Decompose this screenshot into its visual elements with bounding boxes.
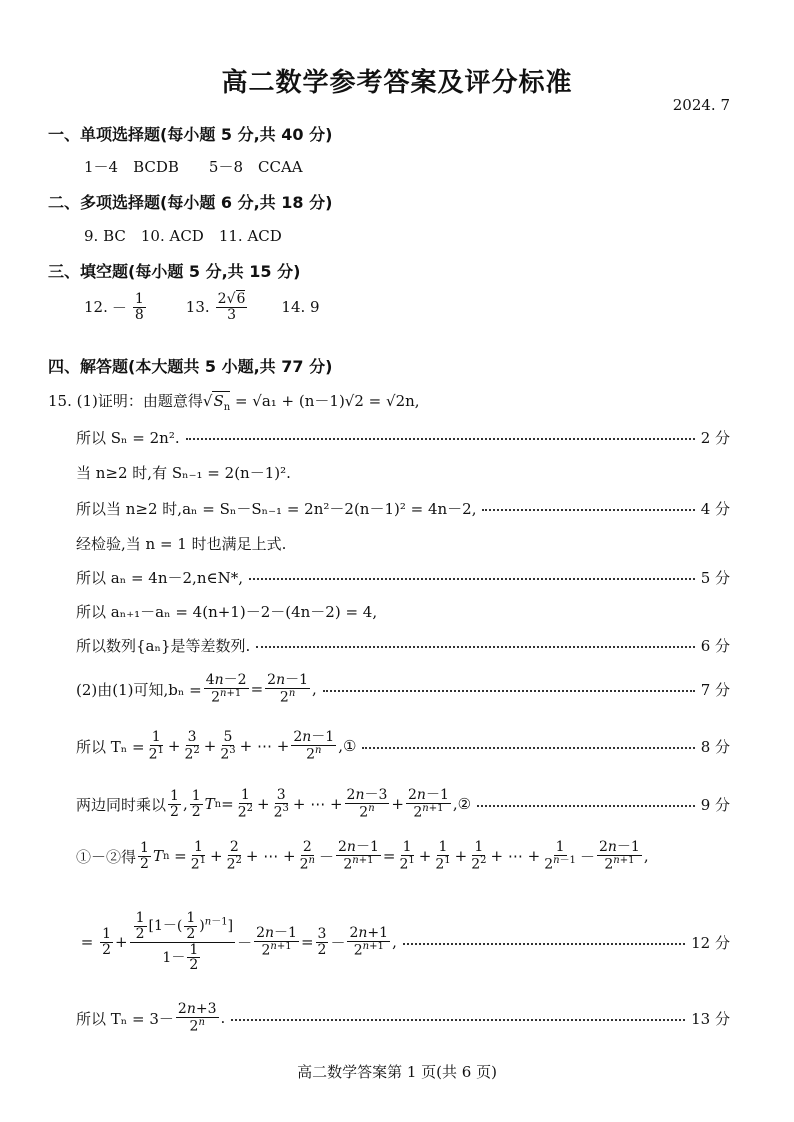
section-1-heading: 一、单项选择题(每小题 5 分,共 40 分) xyxy=(48,125,333,144)
q15-line-11: 两边同时乘以 $\frac{1}{2}$ , $\frac{1}{2}$ T n = $\frac{1}{2^2}$ + $\frac{3}{2^3}$ + ⋯ + $\frac{2n-3}{2^n}$ + $\frac{2n-1}{2^{n+1}}$ ,② 9 分 xyxy=(76,786,730,821)
q15-line-4: 所以当 n≥2 时,aₙ = Sₙ－Sₙ₋₁ = 2n²－2(n－1)² = 4n－2, 4 分 xyxy=(76,499,730,518)
section-3-answers xyxy=(84,292,320,322)
q12-denominator: 8 xyxy=(134,306,144,323)
q15-line-12: ①－②得 $\frac{1}{2}$ T n = $\frac{1}{2^1}$ + $\frac{2}{2^2}$ + ⋯ + $\frac{2}{2^n}$ － $\frac{2n-1}{2^{n+1}}$ = $\frac{1}{2^1}$ + $\frac{1}{2^1}$ + $\frac{1}{2^2}$ + ⋯ + $\frac{1}{2^{n-1}}$ － $\frac{2n-1}{2^{n+1}}$ , xyxy=(76,839,649,873)
q12-fraction xyxy=(133,292,146,322)
q15-line-9: (2)由(1)可知,bₙ = $\frac{4n-2}{2^{n+1}}$ = $\frac{2n-1}{2^n}$ , 7 分 xyxy=(76,671,730,706)
q15-line-7: 所以 aₙ₊₁－aₙ = 4(n+1)－2－(4n－2) = 4, xyxy=(76,603,378,621)
q14-answer: 14. 9 xyxy=(281,298,320,317)
q13-numerator: 2√6 xyxy=(217,291,246,307)
points-7: 7 分 xyxy=(700,680,730,699)
q15-line-3: 当 n≥2 时,有 Sₙ₋₁ = 2(n－1)². xyxy=(76,464,291,482)
q15-line-14: 所以 Tₙ = 3－ $\frac{2n+3}{2^n}$ . 13 分 xyxy=(76,1000,730,1035)
section-4-heading: 四、解答题(本大题共 5 小题,共 77 分) xyxy=(48,357,333,376)
points-5: 5 分 xyxy=(700,568,730,587)
q15-line-10: 所以 Tₙ = $\frac{1}{2^1}$ + $\frac{3}{2^2}$ + $\frac{5}{2^3}$ + ⋯ + $\frac{2n-1}{2^n}$ ,① 8 分 xyxy=(76,728,730,763)
points-2: 2 分 xyxy=(700,428,730,447)
q15-line-13: = $\frac{1}{2}$ + $\frac{1}{2}$ [1－( $\frac{1}{2}$ )$^{n-1}$] 1－ $\frac{1}{2}$ － $\frac{2n-1}{2^{n+1}}$ = $\frac{3}{2}$ － $\frac{2n+1}{2^{n+1}}$ , 12 分 xyxy=(76,910,730,974)
q15-line-5: 经检验,当 n = 1 时也满足上式. xyxy=(76,535,287,553)
q15-line-1: 15. (1)证明：由题意得$√S_n = √a_1 + (n-1)√2 = √2n$, xyxy=(48,392,420,413)
page-footer: 高二数学答案第 1 页(共 6 页) xyxy=(297,1063,497,1081)
section-2-answers: 9. BC 10. ACD 11. ACD xyxy=(84,227,282,245)
points-4: 4 分 xyxy=(700,499,730,518)
points-6: 6 分 xyxy=(700,636,730,655)
points-12: 12 分 xyxy=(691,933,730,952)
points-13: 13 分 xyxy=(691,1009,730,1028)
date: 2024. 7 xyxy=(672,96,730,114)
points-8: 8 分 xyxy=(700,737,730,756)
q15-line-8: 所以数列{aₙ}是等差数列. 6 分 xyxy=(76,636,730,655)
q15-line-6: 所以 aₙ = 4n－2,n∈N*, 5 分 xyxy=(76,568,730,587)
q13-fraction xyxy=(216,292,248,322)
geometric-sum-fraction: $\frac{1}{2}$ [1－( $\frac{1}{2}$ )$^{n-1}$] 1－ $\frac{1}{2}$ xyxy=(130,911,235,973)
q12-label: 12. xyxy=(84,298,108,317)
q12-numerator: 1 xyxy=(134,291,144,307)
q12-sign: － xyxy=(111,298,127,317)
q13-label: 13. xyxy=(185,298,210,317)
points-9: 9 分 xyxy=(700,795,730,814)
section-2-heading: 二、多项选择题(每小题 6 分,共 18 分) xyxy=(48,193,333,212)
section-3-heading: 三、填空题(每小题 5 分,共 15 分) xyxy=(48,262,301,281)
page-title: 高二数学参考答案及评分标准 xyxy=(221,68,573,98)
q15-line-2: 所以 Sₙ = 2n². 2 分 xyxy=(76,428,730,447)
q13-denominator: 3 xyxy=(227,306,236,323)
section-1-answers: 1－4 BCDB 5－8 CCAA xyxy=(84,158,303,176)
